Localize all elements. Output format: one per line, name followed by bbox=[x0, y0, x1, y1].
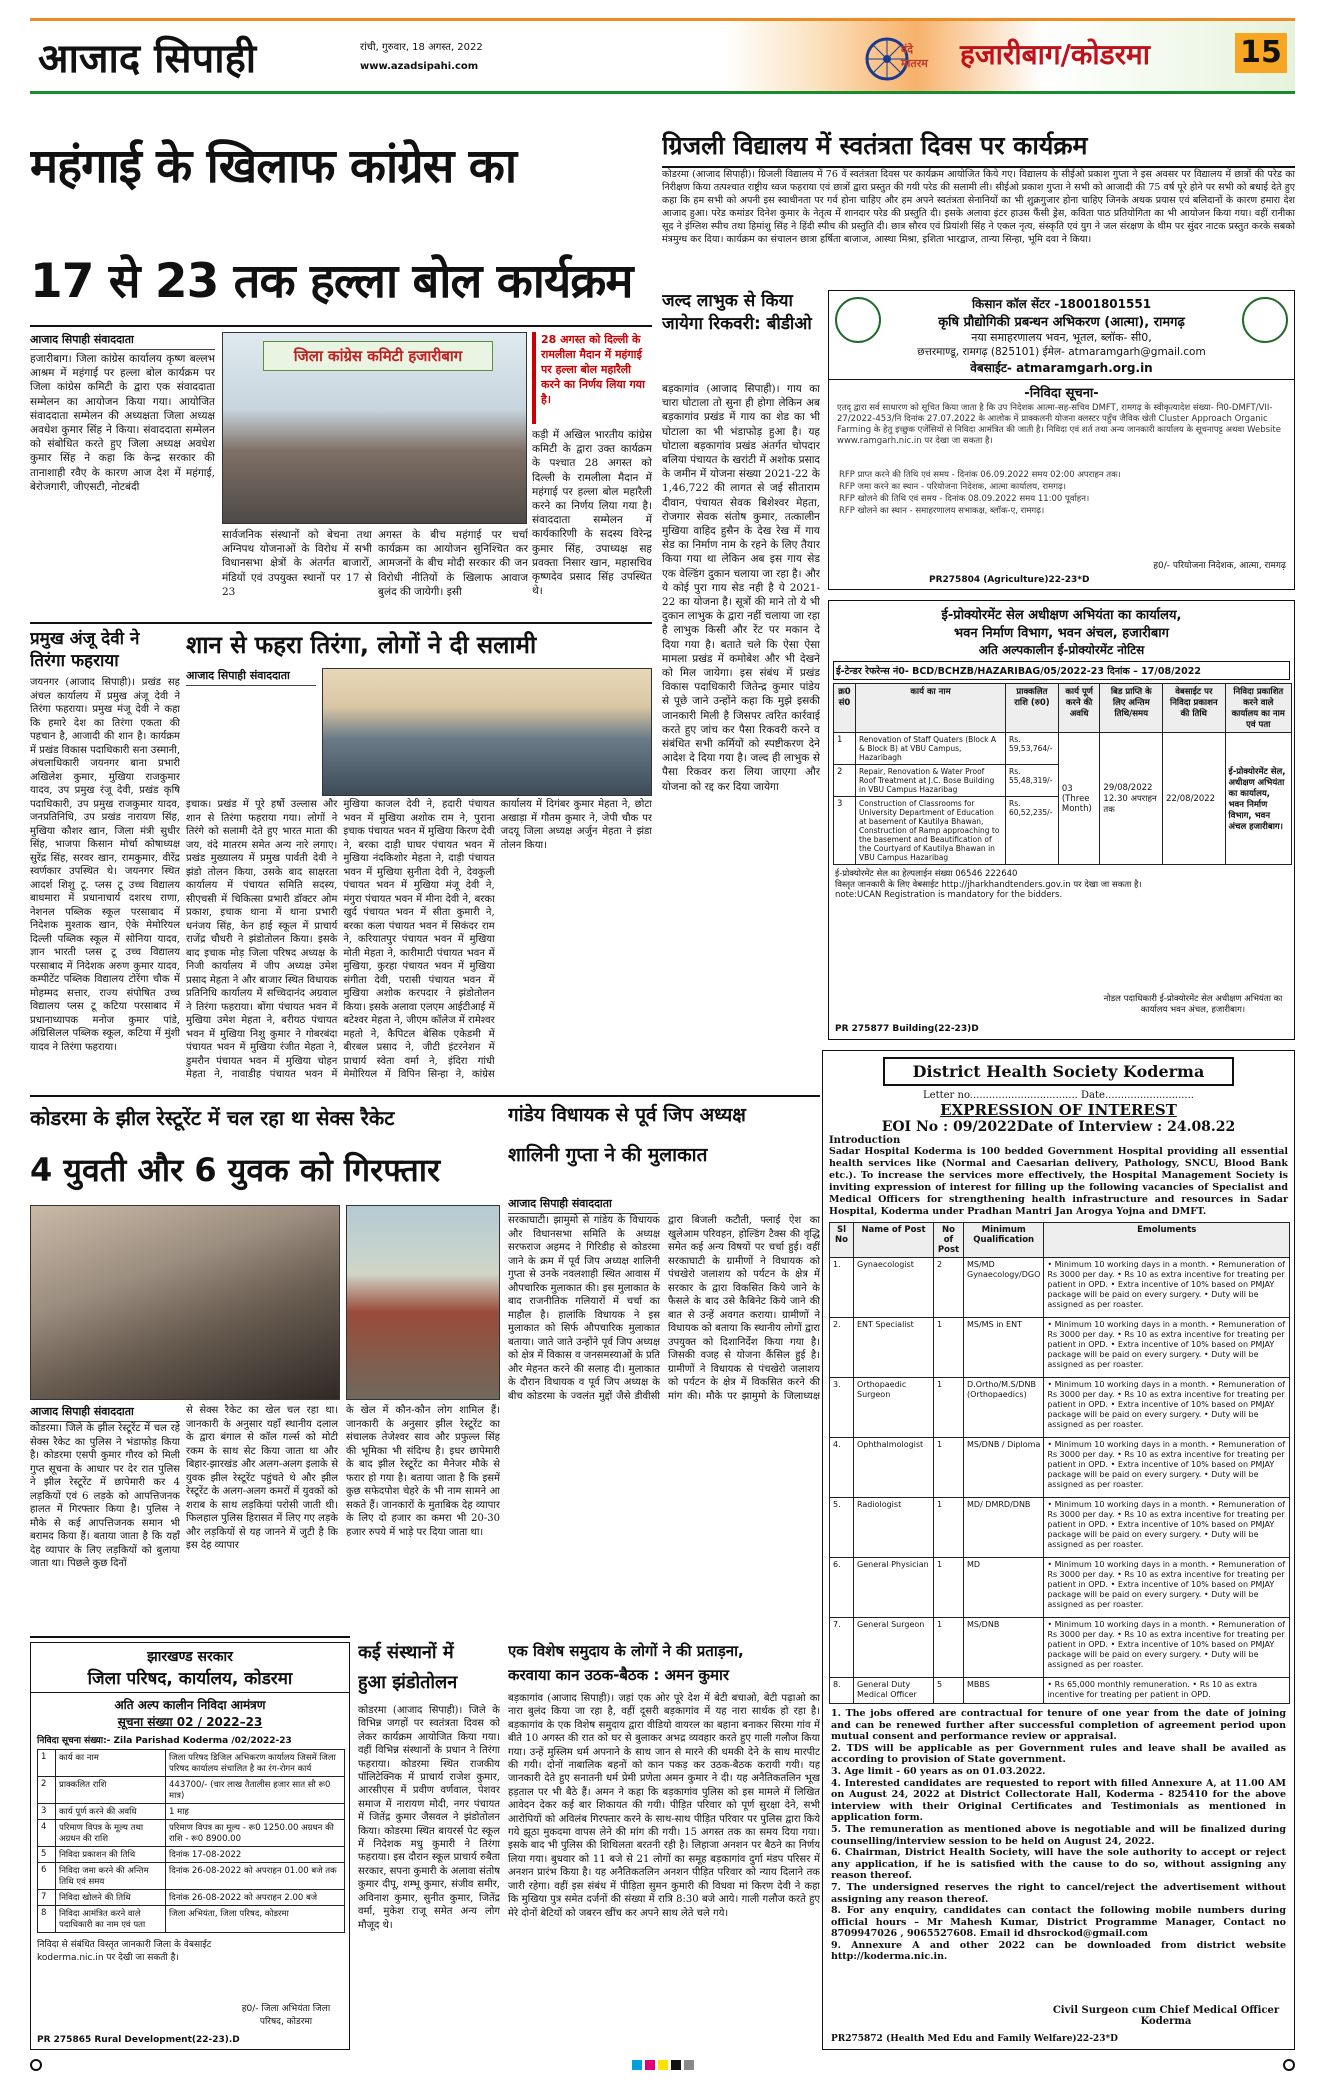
table-row bbox=[830, 1678, 1290, 1704]
table-cell: MS/DNB / Diploma bbox=[964, 1438, 1044, 1498]
dhs-terms bbox=[823, 1706, 1294, 1965]
racket-restaurant-photo bbox=[346, 1205, 500, 1400]
dhs-term: 1. The jobs offered are contractual for tenure of one year from the date of joining and can be renewed further after successful completion of agreement period upon mutual consent and performance review or appraisal. bbox=[831, 1708, 1286, 1743]
table-cell: निविदा जमा करने की अन्तिम तिथि एवं समय bbox=[56, 1863, 166, 1890]
congress-body-1: हजारीबाग। जिला कांग्रेस कार्यालय कृष्ण बल्लभ आश्रम में महंगाई पर हल्ला बोल कार्यक्रम पर जिला कांग्रेस कमिटी के द्वारा एक संवाददाता सम्मेलन का आयोजन किया गया। आयोजित संवाददाता सम्मेलन की अध्यक्षता जिला अध्यक्ष अवधेश कुमार सिंह ने किया। संवाददाता सम्मेलन को संबोधित करते हुए जिला अध्यक्ष अवधेश कुमार सिंह ने कहा कि केन्द्र सरकार की तानाशाही रवैए के कारण आज देश में महंगाई, बेरोजगारी, जीएसटी, नोटबंदी bbox=[30, 353, 215, 493]
table-cell: 1 bbox=[934, 1378, 964, 1438]
table-row bbox=[830, 1438, 1290, 1498]
zp-gov: झारखण्ड सरकार bbox=[147, 1649, 233, 1665]
eproc-tender-ad bbox=[828, 600, 1295, 1040]
dhs-eoi-ad bbox=[822, 1050, 1295, 2050]
byline: आजाद सिपाही संवाददाता bbox=[30, 332, 215, 350]
paper-name: आजाद सिपाही bbox=[38, 36, 257, 82]
table-cell: निविदा प्रकाशन की तिथि bbox=[56, 1847, 166, 1863]
table-cell: 7. bbox=[830, 1618, 854, 1678]
table-cell: 4. bbox=[830, 1438, 854, 1498]
jhanda-headline-1: कई संस्थानों में bbox=[358, 1642, 454, 1663]
header-cell: प्राक्कलित राशि (रु0) bbox=[1006, 684, 1059, 733]
atma-website: वेबसाईट- atmaramgarh.org.in bbox=[829, 359, 1294, 380]
mla-headline-2: शालिनी गुप्ता ने की मुलाकात bbox=[508, 1144, 708, 1166]
table-cell: जिला अभियंता, जिला परिषद, कोडरमा bbox=[166, 1906, 345, 1933]
divider bbox=[30, 1636, 350, 1638]
registration-mark-icon bbox=[30, 2059, 42, 2071]
eproc-note-3: note:UCAN Registration is mandatory for the bidders. bbox=[835, 890, 1063, 900]
masthead bbox=[30, 18, 1295, 94]
table-cell: ENT Specialist bbox=[854, 1318, 934, 1378]
swatch bbox=[658, 2060, 668, 2070]
congress-headline-2: 17 से 23 तक हल्ला बोल कार्यक्रम bbox=[30, 254, 633, 309]
congress-press-photo bbox=[222, 332, 527, 524]
jhanda-body: कोडरमा (आजाद सिपाही)। जिले के विभिन्न जगहों पर स्वतंत्रता दिवस को लेकर कार्यक्रम आयोजित किया गया। वहीं विभिन्न संस्थानों के प्रधान ने तिरंगा फहराया। कोडरमा स्थित राजकीय पॉलिटेक्निक में प्राचार्य राजेश कुमार, आरसीएस में प्रवीण वर्णवाल, पेशवर समाज में नारायण मोदी, नगर पंचायत में जितेंद्र कुमार जैसवल ने झंडोतोलन किया। कोडरमा स्थित बायरर्स पेट स्कूल में निदेशक मधु कुमारी ने तिरंगा फहराया। इस दौरान स्कूल प्राचार्य रुबैता सरकार, सपना कुमारी के अलावा संतोष कुमार दीपू, शम्भू कुमार, संजीव समीर, अविनाश कुमार, सुनीत कुमार, जितेंद्र वर्मा, मुकेश राजू समेत अन्य लोग मौजूद थे। bbox=[358, 1705, 500, 1931]
emblem-icon bbox=[835, 297, 881, 343]
table-cell: Rs. 60,52,235/- bbox=[1006, 797, 1059, 865]
jhanda-headline-2: हुआ झंडोतोलन bbox=[358, 1672, 458, 1693]
table-cell: 6 bbox=[38, 1863, 56, 1890]
table-cell: कार्य का नाम bbox=[56, 1750, 166, 1777]
table-cell: दिनांक 26-08-2022 को अपराहन 2.00 बजे bbox=[166, 1890, 345, 1906]
table-cell: General Duty Medical Officer bbox=[854, 1678, 934, 1704]
dhs-title: District Health Society Koderma bbox=[883, 1057, 1234, 1086]
table-cell: 1 bbox=[934, 1618, 964, 1678]
dhs-eoi-title: EXPRESSION OF INTEREST bbox=[940, 1101, 1177, 1119]
table-cell: Construction of Classrooms for University Department of Education at basement of Kautilya Bhawan, Construction of Ramp approaching to the basement and Beautification of the Courtyard of Kautilya Bhawan in VBU Campus Hazaribag bbox=[856, 797, 1006, 865]
atma-address-2: छत्तरमाण्डू, रामगढ़ (825101) ईमेल- atmaramgarh@gmail.com bbox=[917, 346, 1206, 358]
racket-arrested-photo bbox=[30, 1205, 340, 1400]
atma-items bbox=[829, 469, 1294, 517]
table-row bbox=[38, 1847, 345, 1863]
dhs-term: 2. TDS will be applicable as per Government rules and leave shall be availed as according to provision of State government. bbox=[831, 1742, 1286, 1766]
eproc-note-1: ई-प्रोक्योरमेंट सेल का हेल्पलाईन संख्या 06546 222640 bbox=[835, 869, 1018, 879]
atma-item: RFP प्राप्त करने की तिथि एवं समय - दिनांक 06.09.2022 समय 02:00 अपराहन तक। bbox=[839, 470, 1121, 480]
atma-helpline: किसान कॉल सेंटर -18001801551 bbox=[971, 297, 1152, 311]
table-cell: Rs. 59,53,764/- bbox=[1006, 733, 1059, 765]
table-cell: • Rs 65,000 monthly remuneration. • Rs 10 as extra incentive for treating per patient in OPD. bbox=[1044, 1678, 1290, 1704]
dhs-eoi-no: EOI No : 09/2022Date of Interview : 24.08.22 bbox=[881, 1119, 1236, 1135]
table-cell: 29/08/2022 12.30 अपराहन तक bbox=[1100, 733, 1163, 865]
table-row bbox=[38, 1820, 345, 1847]
header-cell: निविदा प्रकाशित करने वाले कार्यालय का नाम एवं पता bbox=[1225, 684, 1291, 733]
divider bbox=[30, 1095, 820, 1097]
table-cell: ई-प्रोक्योरमेंट सेल, अधीक्षण अभियंता का कार्यालय, भवन निर्माण विभाग, भवन अंचल हजारीबाग। bbox=[1225, 733, 1291, 865]
zp-reference: निविदा सूचना संख्या:- Zila Parishad Koderma /02/2022-23 bbox=[37, 1736, 292, 1746]
mla-headline-1: गांडेय विधायक से पूर्व जिप अध्यक्ष bbox=[508, 1104, 746, 1126]
table-cell: 1 bbox=[934, 1438, 964, 1498]
table-cell: 1 bbox=[934, 1498, 964, 1558]
table-cell: कार्य पूर्ण करने की अवधि bbox=[56, 1804, 166, 1820]
header-cell: Sl No bbox=[830, 1223, 854, 1258]
table-cell: 8. bbox=[830, 1678, 854, 1704]
header-cell: No of Post bbox=[934, 1223, 964, 1258]
tiranga-headline: शान से फहरा तिरंगा, लोगों ने दी सलामी bbox=[186, 631, 537, 659]
table-cell: • Minimum 10 working days in a month. • Remuneration of Rs 3000 per day. • Rs 10 as extra incentive for treating per patient in OPD. • Extra incentive of 10% based on PMJAY package will be paid on every surgery. • Duty will be assigned as per roaster. bbox=[1044, 1618, 1290, 1678]
atma-logo-icon bbox=[1242, 297, 1288, 343]
table-cell: • Minimum 10 working days in a month. • Remuneration of Rs 3000 per day. • Rs 10 as extra incentive for treating per patient in OPD. • Extra incentive of 10% based on PMJAY package will be paid on every surgery. • Duty will be assigned as per roaster. bbox=[1044, 1258, 1290, 1318]
header-cell: वेबसाईट पर निविदा प्रकाशन की तिथि bbox=[1163, 684, 1225, 733]
table-row bbox=[38, 1890, 345, 1906]
atma-notice-title: -निविदा सूचना- bbox=[1024, 386, 1099, 401]
header-cell: Emoluments bbox=[1044, 1223, 1290, 1258]
table-cell: • Minimum 10 working days in a month. • Remuneration of Rs 3000 per day. • Rs 10 as extra incentive for treating per patient in OPD. • Extra incentive of 10% based on PMJAY package will be paid on every surgery. • Duty will be assigned as per roaster. bbox=[1044, 1378, 1290, 1438]
dhs-signature: Civil Surgeon cum Chief Medical Officer Koderma bbox=[1052, 2005, 1280, 2027]
mla-body-text: सरकाघाटी। झामुमो से गांडेय के विधायक और विधानसभा समिति के अध्यक्ष सरफराज अहमद ने गिरिडीह से कोडरमा जाने के क्रम में पूर्व जिप अध्यक्ष शालिनी गुप्ता से उनके नवलशाही स्थित आवास में औपचारिक मुलाकात की। इस मुलाकात के बाद राजनीतिक गलियारों में चर्चा का माहौल है। हालांकि विधायक ने इस मुलाकात को सिर्फ औपचारिक मुलाकात बताया। जाते जाते उन्होंने पूर्व जिप अध्यक्ष को क्षेत्र में विकास व जनसमस्याओं के प्रति और मेहनत करने की सलाह दी। मुलाकात के दौरान विधायक व पूर्व जिप अध्यक्ष के बीच कोडरमा के ज्वलंत मुद्दों जैसे डीवीसी द्वारा बिजली कटौती, फ्लाई ऐश का खुलेआम परिवहन, होल्डिंग टैक्स की वृद्धि समेत कई अन्य विषयों पर चर्चा हुई। वहीं सरकाघाटी के ग्रामीणों ने विधायक को पंचखेरो जलाशय को पर्यटन के क्षेत्र में सरकार के द्वारा विकसित किये जाने के फैसले के बाद उसे कैबिनेट किये जाने की बात से उन्हें अवगत कराया। ग्रामीणों ने विधायक को बताया कि स्थानीय लोगों द्वारा उपयुक्त को दिशानिर्देश किया गया है। जिसकी वजह से योजना कैंसिल हुई है। ग्रामीणों ने विधायक से पंचखेरो जलाशय को पर्यटन के क्षेत्र में विकसित करने की मांग की। मौके पर झामुमो के जिलाध्यक्ष bbox=[508, 1215, 820, 1402]
table-cell: 443700/- (चार लाख तैतालीस हजार सात सौ रू0 मात्र) bbox=[166, 1777, 345, 1804]
header-cell: Name of Post bbox=[854, 1223, 934, 1258]
masthead-website: www.azadsipahi.com bbox=[360, 61, 479, 72]
eproc-reference: ई-टेन्डर रेफरेन्स नं0- BCD/BCHZB/HAZARIBAG/05/2022-23 दिनांक – 17/08/2022 bbox=[833, 661, 1290, 680]
atma-signature: ह0/- परियोजना निदेशक, आत्मा, रामगढ़ bbox=[1153, 561, 1286, 571]
racket-body-2: से सेक्स रैकेट का खेल चल रहा था। जानकारी के अनुसार यहाँ स्थानीय दलाल के द्वारा बंगाल से कॉल गर्ल्स को मोटी रकम के साथ सेट किया जाता था और बिहार-झारखंड और अलग-अलग इलाके से युवक झील रेस्टूरेंट पहुंचते थे और झील रेस्टूरेंट के अलग-अलग कमरों में युवकों को शराब के साथ लड़कियां परोसी जाती थी। फिलहाल पुलिस हिरासत में लिए गए लड़के और लड़कियों से यह जानने में जुटी है कि इस देह व्यापार bbox=[186, 1405, 338, 1551]
table-cell: 2. bbox=[830, 1318, 854, 1378]
table-cell: दिनांक 26-08-2022 को अपराहन 01.00 बजे तक bbox=[166, 1863, 345, 1890]
table-cell: General Physician bbox=[854, 1558, 934, 1618]
zila-parishad-ad bbox=[30, 1642, 350, 2050]
table-cell: 5 bbox=[38, 1847, 56, 1863]
color-swatches bbox=[632, 2060, 694, 2070]
zp-office: जिला परिषद, कार्यालय, कोडरमा bbox=[31, 1666, 349, 1693]
table-cell: 7 bbox=[38, 1890, 56, 1906]
zp-signature: ह0/- जिला अभियंता जिला परिषद, कोडरमा bbox=[241, 2004, 331, 2027]
tiranga-body bbox=[186, 690, 652, 1088]
table-cell: Radiologist bbox=[854, 1498, 934, 1558]
table-cell: 5 bbox=[934, 1678, 964, 1704]
swatch bbox=[632, 2060, 642, 2070]
table-row bbox=[834, 733, 1292, 765]
table-cell: 1 bbox=[834, 733, 856, 765]
table-cell: निविदा आमंत्रित करने वाले पदाधिकारी का नाम एवं पता bbox=[56, 1906, 166, 1933]
header-cell: कार्य का नाम bbox=[856, 684, 1006, 733]
header-cell: क्र0 सं0 bbox=[834, 684, 856, 733]
edition-name: हजारीबाग/कोडरमा bbox=[960, 38, 1151, 71]
congress-body-3: अगस्त के बीच महंगाई पर चर्चा कार्यक्रम का आयोजन सुनिश्चित कर आमजनों के बीच मोदी सरकार की जन विरोधी नीतियों के खिलाफ आवाज बुलंद की जायेगी। इसी bbox=[378, 529, 528, 598]
congress-body-4: कड़ी में अखिल भारतीय कांग्रेस कमिटी के द्वारा उक्त कार्यक्रम के पश्चात 28 अगस्त को दिल्ली के रामलीला मैदान में महंगाई पर हल्ला बोल महारैली करने का निर्णय लिया गया है। संवाददाता सम्मेलन में कार्यकारिणी के सदस्य विरेन्द्र कुमार सिंह, उपाध्यक्ष सह प्रवक्ता निसार खान, महासचिव कृष्णदेव प्रसाद सिंह उपस्थित थे। bbox=[532, 429, 652, 598]
header-cell: कार्य पूर्ण करने की अवधि bbox=[1058, 684, 1100, 733]
bdo-body: बड़कागांव (आजाद सिपाही)। गाय का चारा घोटाला तो सुना ही होगा लेकिन अब बड़कागांव प्रखंड में गाय का शेड का भी घोटाला का भी भंडाफोड़ हुआ है। यह घोटाला बड़कागांव प्रखंड अंतर्गत चोपदार बलिया पंचायत के खरांटी में अशोक प्रसाद के जमीन में योजना संख्या 2021-22 के 1,46,722 की लागत से जई सीताराम दीवान, पंचायत सेवक बिशेश्वर मेहता, रोजगार सेवक संतोष कुमार, तत्कालीन मुखिया वाहिद हुसैन के देख रेख में गाय सेड का निर्माण नाम के रहने के लिए तैयार किया गया था लेकिन अब इस गाय सेड एक वेल्डिंग दुकान चलाया जा रहा है। और ये कोई पुरा गाय सेड नही है ये 2021-22 का योजना है। सूत्रों की माने तो ये भी दुकान लाभुक के द्वारा नहीं चलाया जा रहा है लाभुक किसी और रेंट पर मकान दे दिया गया है। बताते चले कि ऐसा ऐसा मामला प्रखंड में कमोबेश और भी देखने को मिल जायेगा। इस संबंध में प्रखंड विकास पदाधिकारी जितेन्द्र कुमार पांडेय से पूछे जाने उन्होंने कहा कि मुझे इसकी जानकारी मिली है जिसपर त्वरित कार्रवाई करते हुए जांच कर पैसा रिकवरी करने व संबंधित सभी कर्मियों को स्पष्टीकरण देने आदेश दे दिया गया है। जल्द ही लाभुक से पैसा रिकवर करा लिया जाएगा और योजना को रद्द कर दिया जायेगा bbox=[662, 383, 820, 793]
grizzly-body: कोडरमा (आजाद सिपाही)। ग्रिजली विद्यालय में 76 वें स्वतंत्रता दिवस पर कार्यक्रम आयोजित किये गए। विद्यालय के सीईओ प्रकाश गुप्ता ने इस अवसर पर विद्यालय में छात्रों की परेड का निरीक्षण किया तत्पश्चात राष्ट्रीय ध्वज फहराया एवं छात्रों द्वारा प्रस्तुत की गयी परेड की सलामी ली। सीईओ प्रकाश गुप्ता ने सभी को आजादी की 75 वर्ष पूरे होने पर सभी को बधाई देते हुए कहा कि हम सभी को अपनी इस स्वाधीनता पर गर्व होना चाहिए और हम अपने स्वतंत्रता सेनानियों का भी शुक्रगुजार होना चाहिए जिनके अथक प्रयास एवं बलिदानों के कारण हमारा देश आजाद हुआ। परेड कमांडर दिनेश कुमार के नेतृत्व में शानदार परेड की प्रस्तुति दी। इसके अलावा इंटर हाउस फैंसी ड्रेस, कविता पाठ प्रतियोगिता का भी आयोजन किया गया। वहीं रानीका सूद ने इंग्लिश स्पीच तथा हिमांशु सिंह ने हिंदी स्पीच की प्रस्तुति दी। छात्र सौरव एवं प्रियांशी सिंह ने एकल नृत्य, संस्कृति एवं युग ने जल संरक्षण के थीम पर सुंदर नाटक प्रस्तुत करके सबको मंत्रमुग्ध कर दिया। कार्यक्रम का संचालन छात्रा हर्षिता बाजाज, आस्था मिश्रा, इशिता भारद्वाज, तान्या सिन्हा, भूमि दवा ने किया। bbox=[662, 169, 1295, 245]
atma-address-1: नया समाहरणालय भवन, भूतल, ब्लॉक- सी0, bbox=[971, 331, 1152, 344]
logo-text: वंदे मातरम bbox=[901, 43, 928, 70]
table-cell: जिला परिषद डिजिल अभिकरण कार्यालय जिसमें जिला परिषद कार्यालय संचालित है का रंग-रोगन कार्य bbox=[166, 1750, 345, 1777]
table-cell: MD/ DMRD/DNB bbox=[964, 1498, 1044, 1558]
table-cell: 2 bbox=[934, 1258, 964, 1318]
header-cell: बिड प्राप्ति के लिए अन्तिम तिथि/समय bbox=[1100, 684, 1163, 733]
table-cell: Rs. 55,48,319/- bbox=[1006, 765, 1059, 797]
bdo-headline: जल्द लाभुक से किया जायेगा रिकवरी: बीडीओ bbox=[662, 291, 812, 334]
table-cell: General Surgeon bbox=[854, 1618, 934, 1678]
independence-logo bbox=[865, 27, 935, 91]
dhs-term: 3. Age limit - 60 years as on 01.03.2022. bbox=[831, 1765, 1046, 1777]
header-cell: Minimum Qualification bbox=[964, 1223, 1044, 1258]
table-cell: Gynaecologist bbox=[854, 1258, 934, 1318]
table-cell: D.Ortho/M.S/DNB (Orthopaedics) bbox=[964, 1378, 1044, 1438]
eproc-pr: PR 275877 Building(22-23)D bbox=[835, 1024, 979, 1034]
dhs-term: 7. The undersigned reserves the right to cancel/reject the advertisement without assigning any reason thereof. bbox=[831, 1881, 1286, 1905]
table-cell: MD bbox=[964, 1558, 1044, 1618]
table-cell: प्राक्कलित राशि bbox=[56, 1777, 166, 1804]
table-cell: MS/MS in ENT bbox=[964, 1318, 1044, 1378]
zp-notice-no: सूचना संख्या 02 / 2022–23 bbox=[117, 1715, 263, 1729]
table-cell: Repair, Renovation & Water Proof Roof Treatment at J.C. Bose Building in VBU Campus Hazaribag bbox=[856, 765, 1006, 797]
aman-headline-1: एक विशेष समुदाय के लोगों ने की प्रताड़ना, bbox=[508, 1642, 744, 1660]
atma-org: कृषि प्रौद्योगिकी प्रबन्धन अभिकरण (आत्मा), रामगढ़ bbox=[938, 315, 1185, 330]
page-number: 15 bbox=[1235, 33, 1287, 73]
dhs-letter: Letter no.................................. Date............................ bbox=[923, 1090, 1194, 1101]
table-cell: • Minimum 10 working days in a month. • Remuneration of Rs 3000 per day. • Rs 10 as extra incentive for treating per patient in OPD. • Extra incentive of 10% based on PMJAY package will be paid on every surgery. • Duty will be assigned as per roaster. bbox=[1044, 1438, 1290, 1498]
anju-body: जयनगर (आजाद सिपाही)। प्रखंड सह अंचल कार्यालय में प्रमुख अंजू देवी ने तिरंगा फहराया। प्रमुख मंजू देवी ने कहा कि हमारे देश का तिरंगा एकता की पहचान है, आजादी की शान है। कार्यक्रम में प्रखंड विकास पदाधिकारी सना उस्मानी, अंचलाधिकारी जयनगर बाना प्रभारी अखिलेश कुमार, मुखिया राजकुमार यादव, उप प्रमुख रंजू देवी, प्रखंड कृषि पदाधिकारी, उप प्रमुख राजकुमार यादव, जनप्रतिनिधि, उप प्रखंड नारायण सिंह, मुखिया कौशर खान, जिला मंत्री सुधीर सिंह, भाजपा किसान मोर्चा कोषाध्यक्ष सुरेंद्र सिंह, सरवर खान, रामकुमार, वीरेंद्र स्वर्णकार उपस्थित थे। जयनगर स्थित आदर्श शिशु टू. प्लस टू उच्च विद्यालय बाधमारा में प्रधानाचार्य दशरथ राणा, नेशनल पब्लिक स्कूल परसाबाद में निदेशक मुश्ताक खान, ऐके मेमोरियल दिल्ली पब्लिक स्कूल में सोनिया यादव, ज्ञान भारती प्लस टू उच्च विद्यालय परसाबाद में निदेशक अरुण कुमार यादव, कम्पीटेंट पब्लिक विद्यालय टोरेंगा चौक में मोहम्मद सत्तार, राज्य संपोषित उच्च विद्यालय प्लस टू कटिया परसाबाद में प्रधानाध्यापक मनोज कुमार पांडे, अंग्रिसिलल पब्लिक स्कूल, कटिया में मुंशी यादव ने तिरंगा फहराया। bbox=[30, 677, 180, 1053]
byline: आजाद सिपाही संवाददाता bbox=[30, 1404, 180, 1422]
atma-item: RFP जमा करने का स्थान - परियोजना निदेशक, आत्मा कार्यालय, रामगढ़। bbox=[839, 482, 1067, 492]
table-cell: निविदा खोलने की तिथि bbox=[56, 1890, 166, 1906]
atma-item: RFP खोलने की तिथि एवं समय - दिनांक 08.09.2022 समय 11:00 पूर्वाहन। bbox=[839, 494, 1090, 504]
table-cell: • Minimum 10 working days in a month. • Remuneration of Rs 3000 per day. • Rs 10 as extra incentive for treating per patient in OPD. • Extra incentive of 10% based on PMJAY package will be paid on every surgery. • Duty will be assigned as per roaster. bbox=[1044, 1498, 1290, 1558]
dhs-term: 8. For any enquiry, candidates can contact the following mobile numbers during official hours – Mr Mahesh Kumar, District Programme Manager, Contact no 8709947026 , 9065527608. Email id dhsrockod@gmail.com bbox=[831, 1905, 1286, 1940]
dhs-intro: Sadar Hospital Koderma is 100 bedded Government Hospital providing all essential health services like (Normal and Caesarian delivery, Pathology, SNCU, Blood Bank etc.). To increase the services more effectively, the Hospital Management Society is inviting expression of interest for filling up the following vacancies of Specialist and Medical Officers for strengthening health infrastructure and resources in Sadar Hospital, Koderma under Pradhan Mantri Jan Arogya Yojna and DMFT. bbox=[829, 1146, 1288, 1217]
congress-byline bbox=[30, 332, 215, 353]
table-cell: MS/MD Gynaecology/DGO bbox=[964, 1258, 1044, 1318]
table-row bbox=[830, 1558, 1290, 1618]
table-header-row bbox=[834, 684, 1292, 733]
eproc-org1: ई-प्रोक्योरमेंट सेल अधीक्षण अभियंता का कार्यालय, bbox=[941, 608, 1182, 623]
zp-title: अति अल्प कालीन निविदा आमंत्रण bbox=[114, 1698, 266, 1712]
table-row bbox=[38, 1804, 345, 1820]
table-header-row bbox=[830, 1223, 1290, 1258]
dhs-term: 5. The remuneration as mentioned above is negotiable and will be finalized during counselling/interview session to be held on August 24, 2022. bbox=[831, 1823, 1286, 1847]
byline: आजाद सिपाही संवाददाता bbox=[508, 1196, 658, 1214]
dhs-term: 4. Interested candidates are requested to report with filled Annexure A, at 11.00 AM on August 24, 2022 at District Collectorate Hall, Koderma - 825410 for the above interview with their Original Certificates and Testimonials as mentioned in application form. bbox=[831, 1777, 1286, 1824]
table-cell: 5. bbox=[830, 1498, 854, 1558]
table-cell: 1. bbox=[830, 1258, 854, 1318]
dhs-vacancy-table bbox=[829, 1222, 1290, 1704]
aman-headline-2: करवाया कान उठक-बैठक : अमन कुमार bbox=[508, 1666, 730, 1684]
table-cell: MS/DNB bbox=[964, 1618, 1044, 1678]
table-row bbox=[38, 1906, 345, 1933]
table-cell: 6. bbox=[830, 1558, 854, 1618]
atma-tender-ad bbox=[828, 290, 1295, 590]
table-cell: 4 bbox=[38, 1820, 56, 1847]
mla-body bbox=[508, 1214, 820, 1404]
eproc-org3: अति अल्पकालीन ई-प्रोक्योरमेंट नोटिस bbox=[978, 643, 1145, 657]
dhs-pr: PR275872 (Health Med Edu and Family Welfare)22-23*D bbox=[831, 2034, 1118, 2044]
registration-mark-icon bbox=[1283, 2059, 1295, 2071]
table-row bbox=[830, 1258, 1290, 1318]
zp-pr: PR 275865 Rural Development(22-23).D bbox=[37, 2035, 240, 2045]
table-cell: 2 bbox=[834, 765, 856, 797]
swatch bbox=[645, 2060, 655, 2070]
table-cell: 3 bbox=[38, 1804, 56, 1820]
table-cell: दिनांक 17-08-2022 bbox=[166, 1847, 345, 1863]
tiranga-body-text: इचाक। प्रखंड में पूरे हर्षो उल्लास और शान से तिरंगा फहराया गया। लोगों ने तिरंगे को सलामी देते हुए भारत माता की जय, वंदे मातरम समेत अन्य नारे लगाए। प्रखंड मुख्यालय में प्रमुख पार्वती देवी ने झंडो तोलन किया, उसके बाद साक्षरता कार्यालय में पंचायत समिति सदस्य, सीएचसी में चिकित्सा प्रभारी डॉक्टर ओम प्रकाश, इचाक थाना में थाना प्रभारी धनंजय सिंह, केन हाई स्कूल में प्राचार्य राजेंद्र चौधरी ने झंडोतोलन किया। इसके बाद इचाक मोड़ जिला परिषद अध्यक्ष के निजी कार्यालय में जीप अध्यक्ष उमेश प्रसाद मेहता ने और बाजार स्थित विधायक प्रतिनिधि कार्यालय में सच्चिदानंद अग्रवाल ने तिरंगा फहराया। बोंगा पंचायत भवन में मुखिया उमेश मेहता ने, बरीयठ पंचायत भवन में मुखिया निशु कुमार ने गोबरबंदा पंचायत भवन में मुखिया रंजीत मेहता ने, डुमरौन पंचायत भवन में मुखिया चोहन मेहता ने, नावाडीह पंचायत भवन में मुखिया काजल देवी ने, हदारी पंचायत भवन में मुखिया अशोक राम ने, पुराना इचाक पंचायत भवन में मुखिया किरण देवी ने, बरका दाड़ी घाघर पंचायत भवन में मुखिया नंदकिशोर मेहता ने, दाड़ी पंचायत भवन में मुखिया सुनीता देवी ने, देवकुली पंचायत भवन में मुखिया मंजू देवी ने, मंगुरा पंचायत भवन में मीना देवी ने, बरका खुर्द पंचायत भवन में सीता कुमारी ने, बरका कला पंचायत भवन में सिकंदर राम ने, करियातपुर पंचायत भवन में मुखिया मोती मेहता ने, कारीमाटी पंचायत भवन में मुखिया, कुरहा पंचायत भवन में मुखिया संगीता देवी, परासी पंचायत भवन में मुखिया अशोक करपदार ने झंडोतोलन किया। इसके अलावा एलएम आईटीआई में बटेश्वर मेहता ने, जीएम कॉलेज में रामेश्वर महतो ने, कैपिटल बेसिक एकेडमी में बीरबल प्रसाद ने, जीटी इंटरनेशन में प्राचार्य स्वेता वर्मा ने, इंदिरा गांधी मेमोरियल में विपिन सिन्हा ने, कांग्रेस कार्यालय में दिगंबर कुमार मेहता ने, छोटा अखाड़ा में गौतम कुमार ने, जेपी चौक पर जदयू जिला अध्यक्ष अर्जुन मेहता ने झंडा तोलन किया। bbox=[186, 799, 652, 1080]
congress-pull-quote: 28 अगस्त को दिल्ली के रामलीला मैदान में महंगाई पर हल्ला बोल महारैली करने का निर्णय लिया गया है। bbox=[532, 332, 652, 424]
eproc-note-2: विस्तृत जानकारी के लिए वेबसाईट http://jharkhandtenders.gov.in पर देखा जा सकता है। bbox=[835, 880, 1142, 890]
atma-pr: PR275804 (Agriculture)22-23*D bbox=[929, 575, 1090, 585]
registration-bar bbox=[30, 2058, 1295, 2072]
racket-body-3: के खेल में कौन-कौन लोग शामिल हैं। जानकारी के अनुसार झील रेस्टूरेंट का संचालक तेजेश्वर साव और प्रफुल्ल सिंह की भूमिका भी संदिग्ध है। इधर छापेमारी के बाद झील रेस्टूरेंट का मैनेजर मौके से फरार हो गया है। बताया जाता है कि इसमें कुछ सफेदपोश चेहरे के भी नाम सामने आ सकते हैं। जानकारों के मुताबिक देह व्यापार के लिए दो हजार का कमरा भी 20-30 हजार रुपये में भाड़े पर दिया जाता था। bbox=[346, 1405, 500, 1538]
eproc-org2: भवन निर्माण विभाग, भवन अंचल, हजारीबाग bbox=[954, 626, 1169, 641]
table-cell: 1 bbox=[934, 1318, 964, 1378]
racket-body-1: कोडरमा। जिले के झील रेस्टूरेंट में चल रहे सेक्स रैकेट का पुलिस ने भंडाफोड़ किया है। कोडरमा एसपी कुमार गौरव को मिली गुप्त सूचना के आधार पर देर रात पुलिस ने झील रेस्टूरेंट में छापेमारी कर 4 लड़कियों एवं 6 लड़के को आपत्तिजनक हालत में गिरफ्तार किया है। पुलिस ने मौके से कई आपत्तिजनक समान भी बरामद किया हैं। बताया जाता है कि यहाँ देह व्यापार के लिए लड़कियों को बुलाया जाता था। पिछले कुछ दिनों bbox=[30, 1423, 180, 1569]
byline: आजाद सिपाही संवाददाता bbox=[186, 668, 316, 686]
table-cell: Orthopaedic Surgeon bbox=[854, 1378, 934, 1438]
aman-body: बड़कागांव (आजाद सिपाही)। जहां एक ओर पूरे देश में बेटी बचाओ, बेटी पढ़ाओ का नारा बुलंद किया जा रहा है, वहीं दूसरी बड़कागांव में यह नारा सार्थक हो रहा है। बड़कागांव के एक विशेष समुदाय द्वारा वीडियो वायरल का बहाना बनाकर सिरमा गांव में बीते 10 अगस्त की रात को घर से बुलाकर अभद्र व्यवहार करते हुए गाली गलौज किया गया। उन्हें मुस्लिम धर्म अपनाने के साथ जान से मारने की धमकी देने के साथ मारपीट की गयी। दोनों नाबालिक बहनों को कान पकड़ कर उठक-बैठक करायी गयी। यह जानकारी देते हुए सनातनी धर्म प्रेमी प्रणेता अमन कुमार ने दी। यह अनैतिकतलिन भूख हड़ताल पर भी बैठे हैं। अमन ने कहा कि बड़कागांव पुलिस को इस मामले में लिखित आवेदन देकर कई बार शिकायत की गयी। पीड़ित परिवार को पूर्ण सुरक्षा देने, सभी आरोपियों को अविलंब गिरफ्तार करने के साथ-साथ पीड़ित परिवार पर पुलिस द्वारा किये गये झूठा मुकदमा वापस लेने की मांग की गयी। 15 अगस्त तक का समय दिया गया। इसके बाद भी पुलिस की शिथिलता बरतनी रही है। लिहाजा अनशन पर बैठने का निर्णय लिया गया। बुधवार को 11 बजे से 21 लोगों का समूह बड़कागांव दुर्गा मंडप परिसर में अनशन प्रारंभ किया है। यह अनैतिकतलिन अनशन पीड़ित परिवार को न्याय दिलाने तक जारी रहेगा। वहीं इस संबंध में पीड़िता सुमन कुमारी की विधवा मां किरण देवी ने कहा कि मुखिया पुत्र समेत दर्जनों की संख्या में रात्रि 8:30 बजे आये। गाली गलौज करते हुए मेरे दोनों बेटियों को जबरन खींच कर अपने साथ लेते चले गये। bbox=[508, 1693, 820, 1919]
table-cell: Ophthalmologist bbox=[854, 1438, 934, 1498]
table-cell: 03 (Three Month) bbox=[1058, 733, 1100, 865]
table-cell: 8 bbox=[38, 1906, 56, 1933]
swatch bbox=[684, 2060, 694, 2070]
congress-headline-1: महंगाई के खिलाफ कांग्रेस का bbox=[30, 139, 517, 194]
masthead-date: रांची, गुरुवार, 18 अगस्त, 2022 bbox=[360, 42, 483, 53]
dhs-intro-label: Introduction bbox=[829, 1135, 901, 1146]
tiranga-byline bbox=[186, 668, 316, 689]
divider bbox=[30, 622, 652, 624]
table-cell: 1 bbox=[38, 1750, 56, 1777]
congress-banner: जिला कांग्रेस कमिटी हजारीबाग bbox=[263, 341, 493, 371]
table-row bbox=[830, 1498, 1290, 1558]
racket-headline-2: 4 युवती और 6 युवक को गिरफ्तार bbox=[30, 1151, 441, 1189]
table-row bbox=[38, 1750, 345, 1777]
table-cell: Renovation of Staff Quaters (Block A & Block B) at VBU Campus, Hazaribagh bbox=[856, 733, 1006, 765]
table-row bbox=[830, 1618, 1290, 1678]
table-cell: 1 माह bbox=[166, 1804, 345, 1820]
dhs-term: 6. Chairman, District Health Society, will have the sole authority to accept or reject any application, if he is satisfied with the cause to do so, without assigning any reason thereof. bbox=[831, 1847, 1286, 1882]
table-cell: 2 bbox=[38, 1777, 56, 1804]
table-cell: 3. bbox=[830, 1378, 854, 1438]
eproc-table bbox=[833, 683, 1292, 865]
table-cell: • Minimum 10 working days in a month. • Remuneration of Rs 3000 per day. • Rs 10 as extra incentive for treating per patient in OPD. • Extra incentive of 10% based on PMJAY package will be paid on every surgery. • Duty will be assigned as per roaster. bbox=[1044, 1558, 1290, 1618]
congress-body-2: सार्वजनिक संस्थानों को बेचना तथा अग्निपथ योजनाओं के विरोध में सभी विधानसभा क्षेत्रों के अंतर्गत बाजारों, मंडियों एवं उपयुक्त स्थानों पर 17 से 23 bbox=[222, 529, 372, 598]
table-row bbox=[38, 1863, 345, 1890]
zp-table bbox=[37, 1749, 345, 1933]
table-cell: 1 bbox=[934, 1558, 964, 1618]
table-row bbox=[830, 1378, 1290, 1438]
eproc-signature: नोडल पदाधिकारी ई-प्रोक्योरमेंट सेल अधीक्षण अभियंता का कार्यालय भवन अंचल, हजारीबाग। bbox=[1103, 994, 1283, 1015]
atma-notice-body: एतद् द्वारा सर्व साधारण को सूचित किया जाता है कि उप निदेशक आत्मा-सह-सचिव DMFT, रामगढ़ के स्वीकृत्यादेश संख्या- नि0-DMFT/VII-27/2022-453/नि दिनांक 27.07.2022 के आलोक में प्राक्कलनी योजना क्लस्टर पहुँच जैविक खेती Cluster Approach Organic Farming के हेतु इच्छुक एजेंसियों से निविदा आमंत्रित की जाती है। निविदा एवं शर्त तथा अन्य जानकारी कार्यालय के सूचनापट्ट अथवा Website www.ramgarh.nic.in पर देखा जा सकता है। bbox=[837, 403, 1281, 446]
table-row bbox=[830, 1318, 1290, 1378]
racket-headline-1: कोडरमा के झील रेस्टूरेंट में चल रहा था सेक्स रैकेट bbox=[30, 1106, 395, 1130]
table-cell: • Minimum 10 working days in a month. • Remuneration of Rs 3000 per day. • Rs 10 as extra incentive for treating per patient in OPD. • Extra incentive of 10% based on PMJAY package will be paid on every surgery. • Duty will be assigned as per roaster. bbox=[1044, 1318, 1290, 1378]
zp-footer: निविदा से संबंधित विस्तृत जानकारी जिला के वेबसाईट koderma.nic.in पर देखी जा सकती है। bbox=[37, 1940, 212, 1963]
grizzly-headline: ग्रिजली विद्यालय में स्वतंत्रता दिवस पर कार्यक्रम bbox=[662, 128, 1295, 168]
table-cell: 3 bbox=[834, 797, 856, 865]
table-row bbox=[38, 1777, 345, 1804]
divider bbox=[30, 325, 652, 327]
table-cell: MBBS bbox=[964, 1678, 1044, 1704]
table-cell: 22/08/2022 bbox=[1163, 733, 1225, 865]
dhs-term: 9. Annexure A and other 2022 can be downloaded from district website http://koderma.nic.in. bbox=[831, 1939, 1286, 1963]
table-cell: परिमाण विपत्र के मूल्य तथा अग्रधन की राशि bbox=[56, 1820, 166, 1847]
atma-item: RFP खोलने का स्थान - समाहरणालय सभाकक्ष, ब्लॉक-ए, रामगढ़। bbox=[839, 506, 1045, 516]
anju-headline: प्रमुख अंजू देवी ने तिरंगा फहराया bbox=[30, 629, 140, 671]
swatch bbox=[671, 2060, 681, 2070]
table-cell: परिमाण विपत्र का मूल्य - रू0 1250.00 अग्रधन की राशि - रू0 8900.00 bbox=[166, 1820, 345, 1847]
